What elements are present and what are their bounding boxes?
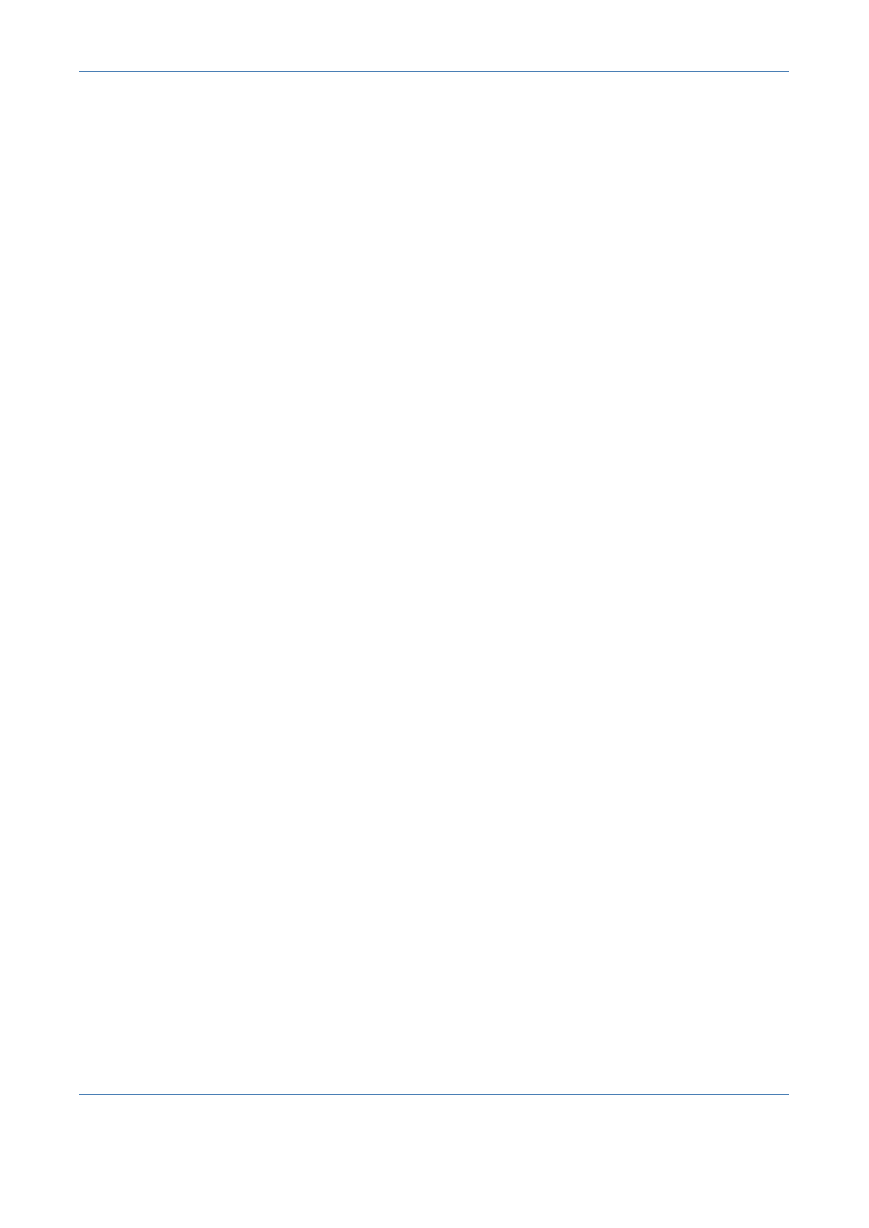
footer-divider: [79, 1094, 789, 1095]
header-divider: [79, 71, 789, 72]
